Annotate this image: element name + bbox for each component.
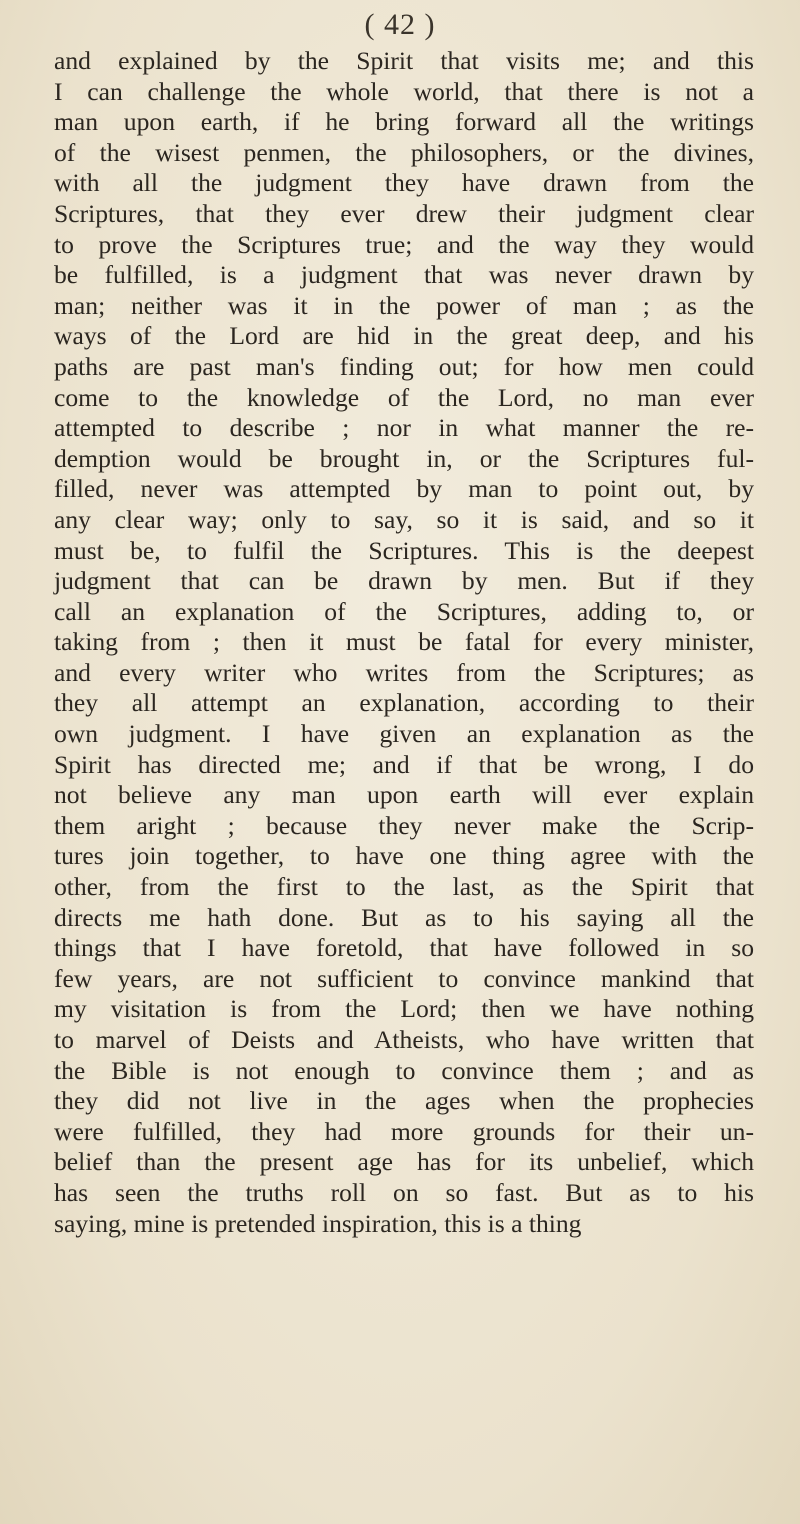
text-line: them aright ; because they never make the Scrip- — [54, 810, 754, 840]
text-line: attempted to describe ; nor in what manner the re- — [54, 413, 754, 443]
text-line: must be, to fulfil the Scriptures. This is the deepest — [54, 535, 754, 565]
text-line: they all attempt an explanation, according to their — [54, 688, 754, 718]
text-line: taking from ; then it must be fatal for every minister, — [54, 627, 754, 657]
text-line: filled, never was attempted by man to point out, by — [54, 474, 754, 504]
text-line: Scriptures, that they ever drew their judgment clear — [54, 198, 754, 228]
text-line: call an explanation of the Scriptures, adding to, or — [54, 596, 754, 626]
text-line: other, from the first to the last, as the Spirit that — [54, 872, 754, 902]
text-line: has seen the truths roll on so fast. But as to his — [54, 1177, 754, 1207]
text-line: saying, mine is pretended inspiration, this is a thing — [54, 1208, 582, 1238]
text-line: and every writer who writes from the Scriptures; as — [54, 657, 754, 687]
text-line: few years, are not sufficient to convince mankind that — [54, 963, 754, 993]
text-line: things that I have foretold, that have followed in so — [54, 933, 754, 963]
text-line: any clear way; only to say, so it is said, and so it — [54, 504, 754, 534]
text-line: judgment that can be drawn by men. But if they — [54, 566, 754, 596]
text-line: ways of the Lord are hid in the great deep, and his — [54, 321, 754, 351]
text-line: Spirit has directed me; and if that be wrong, I do — [54, 749, 754, 779]
text-line: to prove the Scriptures true; and the way they would — [54, 229, 754, 259]
text-line: own judgment. I have given an explanation as the — [54, 719, 754, 749]
text-line: directs me hath done. But as to his saying all the — [54, 902, 754, 932]
text-line: tures join together, to have one thing agree with the — [54, 841, 754, 871]
text-line: not believe any man upon earth will ever explain — [54, 780, 754, 810]
text-line: be fulfilled, is a judgment that was never drawn by — [54, 260, 754, 290]
text-line: belief than the present age has for its unbelief, which — [54, 1147, 754, 1177]
text-line: I can challenge the whole world, that there is not a — [54, 76, 754, 106]
text-line: man upon earth, if he bring forward all the writings — [54, 107, 754, 137]
text-line: man; neither was it in the power of man ; as the — [54, 290, 754, 320]
text-line: were fulfilled, they had more grounds for their un- — [54, 1116, 754, 1146]
text-line: with all the judgment they have drawn from the — [54, 168, 754, 198]
text-line: they did not live in the ages when the prophecies — [54, 1086, 754, 1116]
text-line: the Bible is not enough to convince them ; and as — [54, 1055, 754, 1085]
text-line: to marvel of Deists and Atheists, who have written that — [54, 1025, 754, 1054]
text-line: paths are past man's finding out; for how men could — [54, 351, 754, 381]
text-line: and explained by the Spirit that visits me; and this — [54, 46, 754, 75]
text-line: come to the knowledge of the Lord, no man ever — [54, 382, 754, 412]
body-text — [54, 46, 754, 1239]
text-line: of the wisest penmen, the philosophers, or the divines, — [54, 137, 754, 167]
page-number: ( 42 ) — [364, 8, 436, 41]
text-line: my visitation is from the Lord; then we have nothing — [54, 994, 754, 1024]
text-line: demption would be brought in, or the Scriptures ful- — [54, 443, 754, 473]
